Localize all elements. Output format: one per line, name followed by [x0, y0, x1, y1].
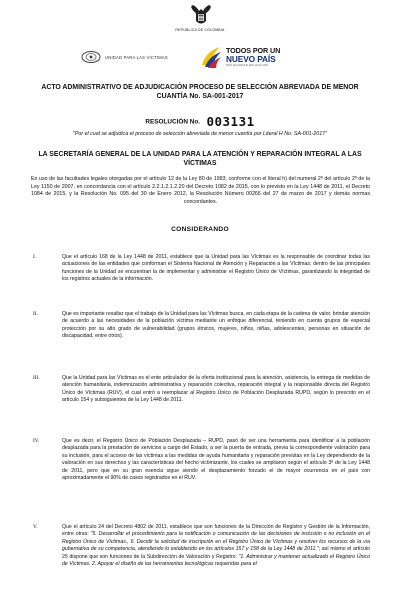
item-number: V.	[33, 524, 38, 530]
resolution-subject: "Por el cual se adjudica el proceso de selección abreviada de menor cuantía por Literal H No. SA-001-2017"	[72, 131, 328, 137]
logo-line-2: NUEVO PAÍS	[226, 53, 276, 64]
item-number: IV.	[33, 438, 40, 444]
considerando-heading: CONSIDERANDO	[171, 226, 229, 233]
unidad-logo-text: UNIDAD PARA LAS VÍCTIMAS	[105, 54, 168, 60]
document-title: ACTO ADMINISTRATIVO DE ADJUDICACIÓN PROCESO DE SELECCIÓN ABREVIADA DE MENOR CUANTÍA No. SA-001-2017	[41, 84, 359, 100]
coat-of-arms-icon	[188, 3, 214, 27]
logo-line-3: PAZ EQUIDAD EDUCACIÓN	[226, 62, 269, 67]
issuing-authority: LA SECRETARÍA GENERAL DE LA UNIDAD PARA LA ATENCIÓN Y REPARACIÓN INTEGRAL A LAS VÍCTIMAS	[38, 151, 362, 167]
unidad-emblem-icon	[80, 50, 102, 64]
unidad-victimas-logo	[80, 50, 168, 64]
item-text-part: así mismo el artículo 25 dispone que son funciones de la Subdirección de Valoración y Registro:	[62, 546, 370, 560]
logo-line-1: TODOS POR UN	[226, 46, 281, 56]
resolution-line	[0, 113, 400, 131]
item-text-part: Que el artículo 24 del Decreto 4802 de 2011, establece que son funciones de la Dirección de Registro y Gestión de la Información, entre otras:	[62, 524, 370, 538]
item-number: I.	[33, 254, 37, 260]
republic-caption: REPÚBLICA DE COLOMBIA	[175, 28, 225, 32]
item-text: Que es decir, el Registro Único de Población Desplazada – RUPD, pasó de ser una herramienta para identificar a la población desplazada para la prestación de servicios a cargo del Estado, a ser la puerta de entrada, previa la correspondiente valoración para su inclusión, para el acceso de las víctimas a las medidas de ayuda humanitaria y reparación previstas en la Ley dependiendo de la valoración en sus derechos y las características del hecho victimizante, los cuales se ampliaron según el artículo 3º de la Ley 1448 de 2011, pero que en su gran esencia sigue siendo el desplazamiento forzado el de mayor ocurrencia en el país con aproximadamente el 90% de casos registrados en el RUV.	[62, 438, 370, 482]
item-text: Que la Unidad para las Víctimas es el ente articulador de la oferta institucional para la atención, asistencia, la entrega de medidas de atención humanitaria, indemnización administrativa y reparación colectiva, reparación integral y la responsable directa del Registro Único de Víctimas (RUV), el cual entró a reemplazar al Registro Único de Población Desplazada RUPD, según lo prescrito en el artículo 154 y subsiguientes de la Ley 1448 de 2011.	[62, 375, 370, 404]
item-text: Que el artículo 168 de la Ley 1448 de 2011, establece que la Unidad para las Víctimas es la responsable de coordinar todas las actuaciones de las entidades que conforman el Sistema Nacional de Atención y Reparación a las Víctimas; dentro de las principales funciones de la Unidad se encuentran la de implementar y administrar el Registro Único de Víctimas, garantizando la integridad de los registros actuales de la información.	[62, 254, 370, 283]
resolution-number: 003131	[206, 114, 255, 130]
item-text: Que es importante resaltar que el trabajo de la Unidad para las Víctimas busca, en cada etapa de la cadena de valor, brindar atención de acuerdo a las necesidades de la población víctima mediante un enfoque diferencial, teniendo en cuenta grupos de especial protección por su alto grado de vulnerabilidad (grupos étnicos, mujeres, niños, niñas, adolescentes, personas en situación de discapacidad, entre otros).	[62, 311, 370, 340]
item-text-quote: "1. Administrar y mantener actualizado el Registro Único de Víctimas. 2. Apoyar el diseño de las herramientas tecnológicas requeridas para el	[62, 553, 370, 568]
flag-swoosh-icon	[200, 45, 222, 69]
item-number: II.	[33, 311, 38, 317]
item-text	[62, 524, 370, 568]
resolution-label: RESOLUCIÓN No.	[145, 118, 201, 126]
todos-por-un-nuevo-pais-logo	[200, 45, 280, 69]
legal-basis-paragraph: En uso de las facultades legales otorgadas por el artículo 12 de la Ley 80 de 1993, conforme con el literal h) del numeral 2º del artículo 2º de la Ley 1150 de 2007, en concordancia con el artículo 2.2.1.2.1.2.20 del Decreto 1082 de 2015, con lo previsto en la Ley 1448 de 2011, el Decreto 1084 de 2015, y la Resolución No. 095 del 30 de Enero 2012, la Resolución Número 00266 del 27 de marzo de 2017 y demás normas concordantes.	[31, 176, 370, 205]
item-text-quote: "5. Desarrollar el procedimiento para la notificación o comunicación de las decisiones de inclusión o no inclusión en el Registro Único de Víctimas., 6. Decidir la solicitud de inscripción en el Registro Único de Víctimas y resolver los recursos de la vía gubernativa de su competencia, atendiendo lo establecido en los artículos 157 y 158 de la Ley 1448 de 2011.";	[62, 531, 370, 553]
item-number: III.	[33, 375, 40, 381]
